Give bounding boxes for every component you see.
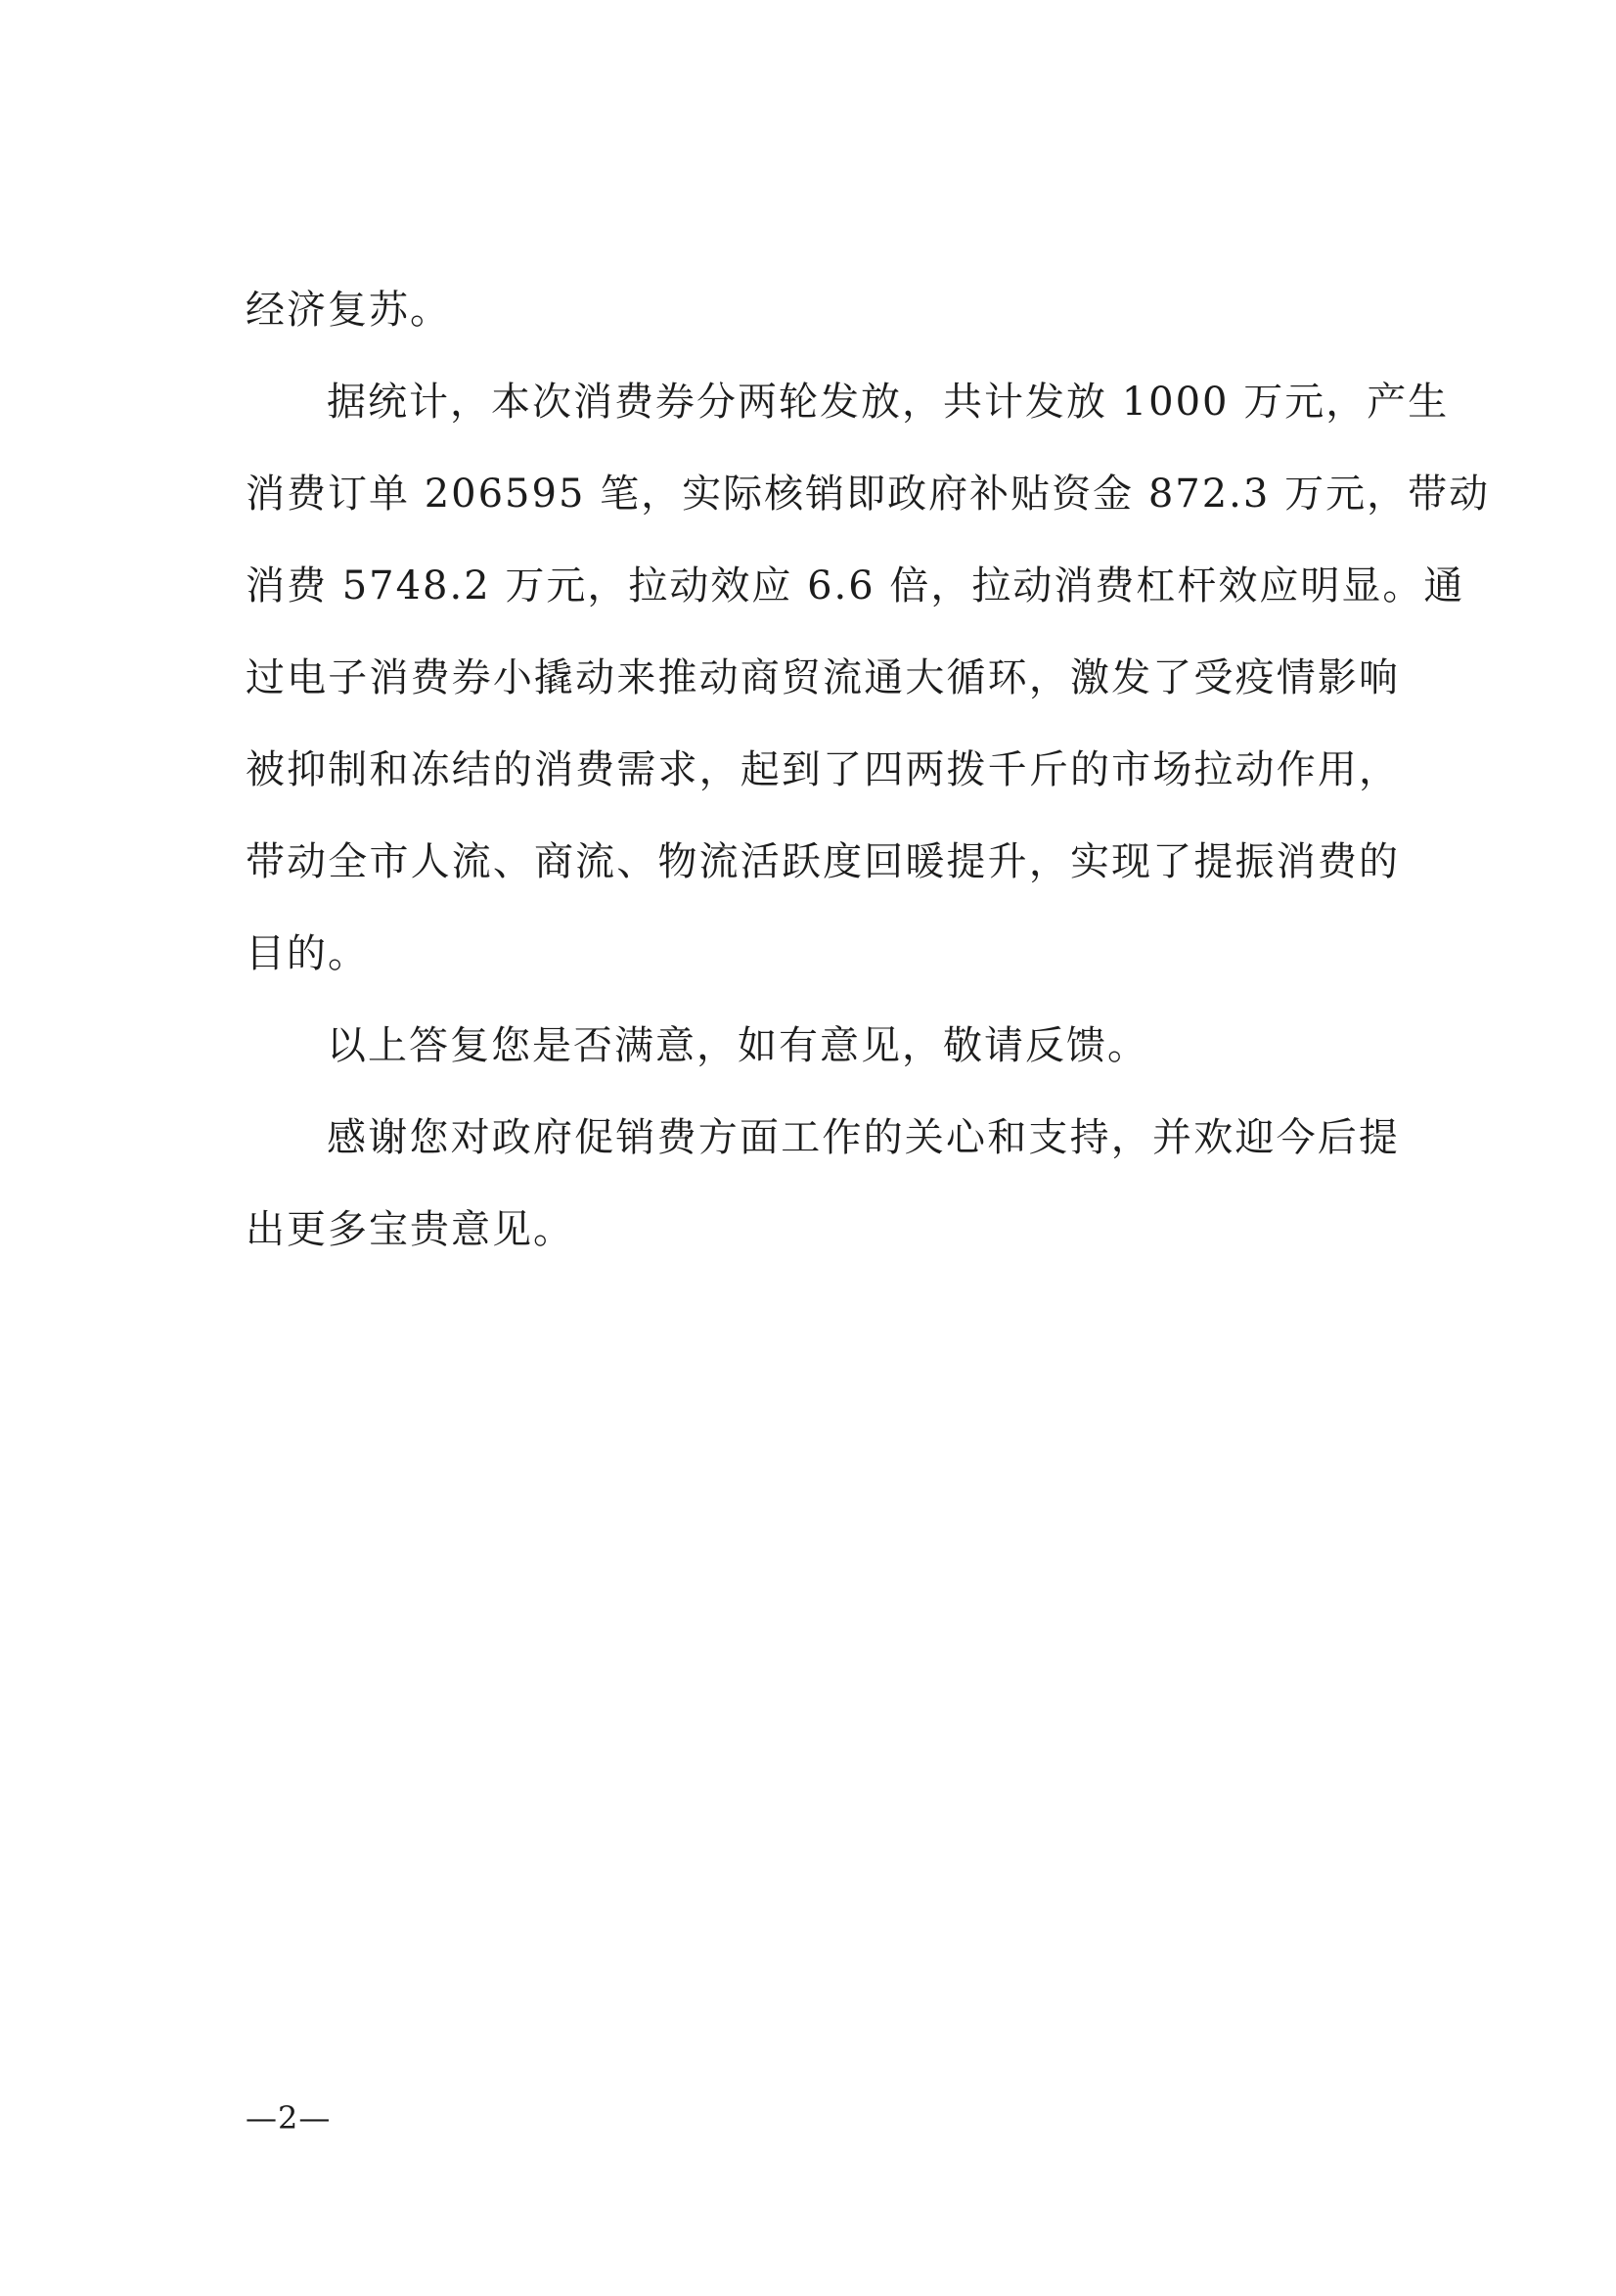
- paragraph-line: 以上答复您是否满意，如有意见，敬请反馈。: [327, 1023, 1148, 1068]
- paragraph-line: 消费订单 206595 笔，实际核销即政府补贴资金 872.3 万元，带动: [246, 472, 1491, 517]
- paragraph-line: 感谢您对政府促销费方面工作的关心和支持，并欢迎今后提: [327, 1115, 1400, 1160]
- paragraph-line: 经济复苏。: [246, 288, 451, 333]
- paragraph-line: 目的。: [246, 931, 369, 976]
- paragraph-line: 出更多宝贵意见。: [246, 1207, 574, 1252]
- paragraph-line: 消费 5748.2 万元，拉动效应 6.6 倍，拉动消费杠杆效应明显。通: [246, 563, 1465, 608]
- paragraph-line: 据统计，本次消费券分两轮发放，共计发放 1000 万元，产生: [327, 380, 1450, 425]
- paragraph-line: 带动全市人流、商流、物流活跃度回暖提升，实现了提振消费的: [246, 839, 1400, 884]
- paragraph-line: 被抑制和冻结的消费需求，起到了四两拨千斤的市场拉动作用，: [246, 747, 1400, 792]
- page-number: —2—: [246, 2099, 332, 2137]
- paragraph-line: 过电子消费券小撬动来推动商贸流通大循环，激发了受疫情影响: [246, 655, 1400, 700]
